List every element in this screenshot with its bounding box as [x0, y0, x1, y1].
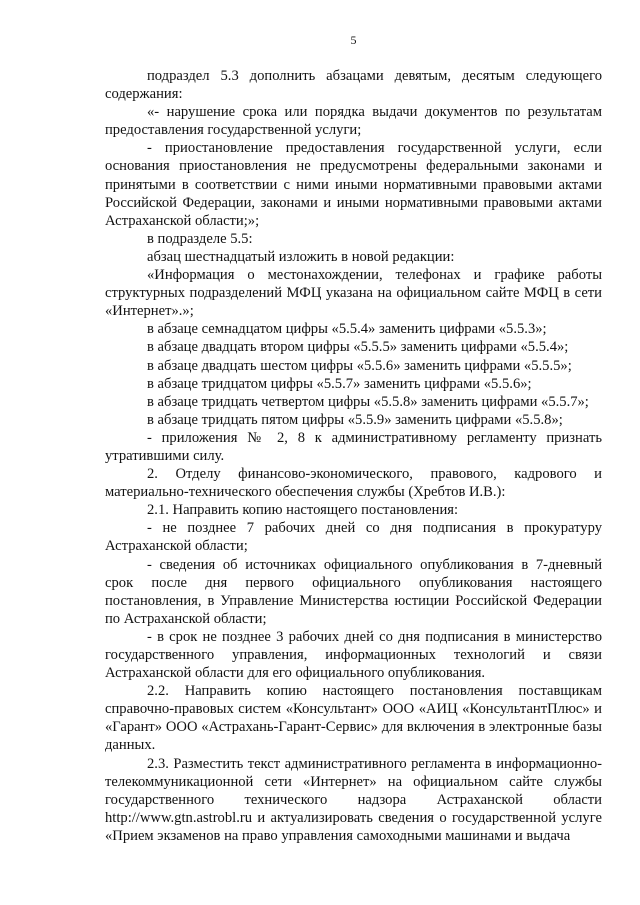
paragraph: - приложения № 2, 8 к административному регламенту признать утратившими силу. [105, 429, 602, 464]
paragraph: 2.2. Направить копию настоящего постановления поставщикам справочно-правовых систем «Консультант» ООО «АИЦ «КонсультантПлюс» и «Гарант» ООО «Астрахань-Гарант-Сервис» для включения в электронные базы данных. [105, 683, 602, 754]
paragraph: в подразделе 5.5: [147, 230, 253, 247]
paragraph: - не позднее 7 рабочих дней со дня подписания в прокуратуру Астраханской области; [105, 520, 602, 555]
page-number: 5 [350, 33, 357, 47]
paragraph: абзац шестнадцатый изложить в новой редакции: [147, 248, 455, 265]
paragraph: - сведения об источниках официального опубликования в 7-дневный срок после дня первого официального опубликования настоящего постановления, в Управление Министерства юстиции Российской Федерации по Астраханской области; [105, 556, 602, 627]
paragraph: в абзаце тридцатом цифры «5.5.7» заменить цифрами «5.5.6»; [147, 375, 532, 392]
document-body [105, 67, 602, 845]
paragraph: в абзаце тридцать пятом цифры «5.5.9» заменить цифрами «5.5.8»; [147, 411, 563, 428]
paragraph: в абзаце двадцать шестом цифры «5.5.6» заменить цифрами «5.5.5»; [147, 357, 572, 374]
paragraph: «- нарушение срока или порядка выдачи документов по результатам предоставления государственной услуги; [105, 104, 602, 139]
paragraph: - в срок не позднее 3 рабочих дней со дня подписания в министерство государственного управления, информационных технологий и связи Астраханской области для его официального опубликования. [105, 628, 602, 682]
paragraph: в абзаце двадцать втором цифры «5.5.5» заменить цифрами «5.5.4»; [147, 339, 569, 356]
paragraph: «Информация о местонахождении, телефонах и графике работы структурных подразделений МФЦ указана на официальном сайте МФЦ в сети «Интернет».»; [105, 267, 602, 320]
paragraph: в абзаце тридцать четвертом цифры «5.5.8» заменить цифрами «5.5.7»; [147, 393, 589, 410]
paragraph: подраздел 5.3 дополнить абзацами девятым, десятым следующего содержания: [105, 68, 602, 103]
paragraph: 2.1. Направить копию настоящего постановления: [147, 502, 459, 519]
paragraph: 2. Отделу финансово-экономического, правового, кадрового и материально-технического обеспечения службы (Хребтов И.В.): [105, 466, 602, 501]
paragraph: в абзаце семнадцатом цифры «5.5.4» заменить цифрами «5.5.3»; [147, 321, 547, 338]
paragraph: - приостановление предоставления государственной услуги, если основания приостановления не предусмотрены федеральными законами и принятыми в соответствии с ними иными нормативными правовыми актами Российской Федерации, законами и иными нормативными правовыми актами Астраханской области;»; [105, 140, 602, 229]
paragraph: 2.3. Разместить текст административного регламента в информационно-телекоммуникационной сети «Интернет» на официальном сайте службы государственного технического надзора Астраханской области http://www.gtn.astrobl.ru и актуализировать сведения о государственной услуге «Прием экзаменов на право управления самоходными машинами и выдача [105, 755, 602, 844]
